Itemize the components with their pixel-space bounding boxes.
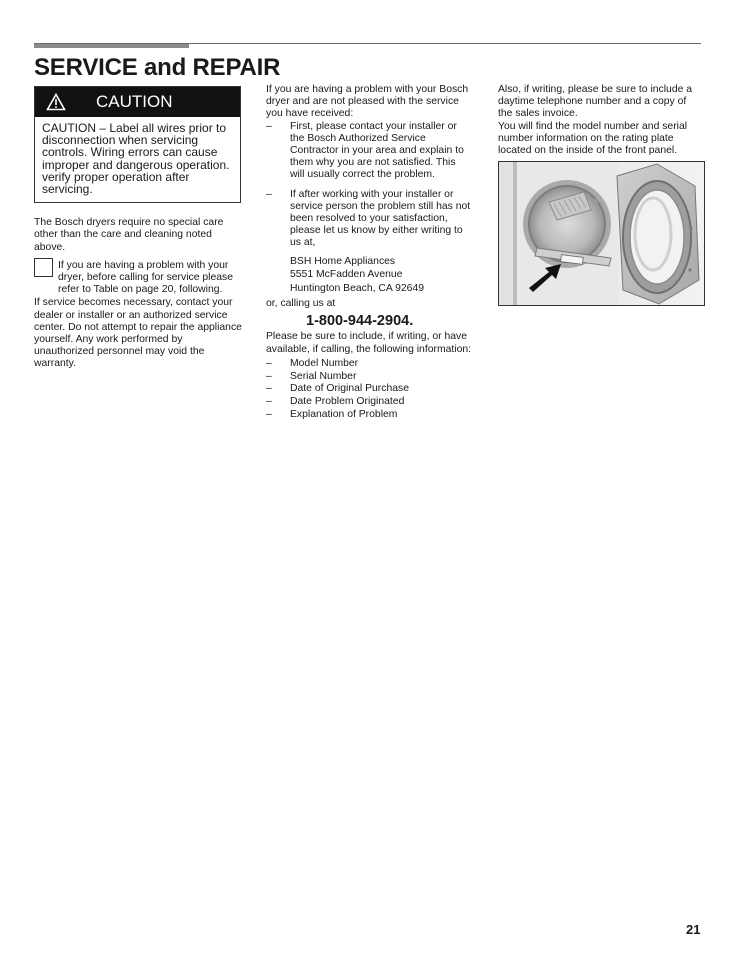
rating-plate-paragraph: You will find the model number and serial number information on the rating plate located on the inside of the front panel. xyxy=(498,120,688,157)
list-item xyxy=(266,189,472,250)
column-1 xyxy=(34,86,242,371)
info-item: Date Problem Originated xyxy=(290,396,405,408)
info-item: Model Number xyxy=(290,357,359,369)
dash-bullet: – xyxy=(266,408,272,420)
list-item xyxy=(266,396,472,409)
dash-bullet: – xyxy=(266,370,272,382)
address-line: Huntington Beach, CA 92649 xyxy=(290,282,425,294)
care-paragraph: The Bosch dryers require no special care other than the care and cleaning noted above. xyxy=(34,217,224,253)
page-number: 21 xyxy=(686,922,701,937)
step-1-text: First, please contact your installer or the Bosch Authorized Service Contractor in your area and explain to them why you are not satisfied. This will usually correct the problem. xyxy=(290,120,464,181)
info-item: Date of Original Purchase xyxy=(290,383,409,395)
list-item xyxy=(266,383,472,396)
caution-heading: CAUTION xyxy=(96,92,173,111)
caution-body xyxy=(35,117,240,202)
dash-bullet: – xyxy=(266,396,272,408)
problem-intro: If you are having a problem with your Bosch dryer and are not pleased with the service you have received: xyxy=(266,84,469,120)
info-item: Explanation of Problem xyxy=(290,408,398,420)
caution-box xyxy=(34,86,241,203)
service-paragraph: If service becomes necessary, contact your dealer or installer or an authorized service center. Do not attempt to repair the appliance yourself. Any work performed by unauthorized personnel may void the warranty. xyxy=(34,297,242,370)
warning-triangle-icon xyxy=(46,93,66,111)
dryer-door-open-image xyxy=(499,162,704,305)
header-accent-bar xyxy=(34,44,189,48)
include-info-text: Please be sure to include, if writing, or have available, if calling, the following information: xyxy=(266,331,472,355)
caution-text: – Label all wires prior to disconnection when servicing controls. Wiring errors can cause improper and dangerous operation. verify proper operation after servicing. xyxy=(42,121,230,197)
dash-bullet: – xyxy=(266,357,272,369)
list-item xyxy=(266,121,472,182)
note-text: If you are having a problem with your dryer, before calling for service please refer to Table on page 20, following. xyxy=(58,259,233,296)
writing-paragraph: Also, if writing, please be sure to include a daytime telephone number and a copy of the sales invoice. xyxy=(498,84,693,120)
note-icon xyxy=(34,258,53,277)
list-item xyxy=(266,371,472,384)
phone-number: 1-800-944-2904. xyxy=(306,313,414,330)
info-item: Serial Number xyxy=(290,370,357,382)
note xyxy=(34,260,242,297)
caution-lead: CAUTION xyxy=(42,121,96,135)
dash-bullet: – xyxy=(266,188,272,200)
caution-header xyxy=(35,87,240,117)
dash-bullet: – xyxy=(266,383,272,395)
column-3 xyxy=(498,84,703,306)
step-2-text: If after working with your installer or service person the problem still has not been resolved to your satisfaction, please let us know by either writing to us at, xyxy=(290,188,471,249)
list-item xyxy=(266,409,472,422)
or-calling-text: or, calling us at xyxy=(266,298,336,310)
page-title: SERVICE and REPAIR xyxy=(34,54,281,81)
address-line: 5551 McFadden Avenue xyxy=(290,269,403,281)
list-item xyxy=(266,358,472,371)
dash-bullet: – xyxy=(266,120,272,132)
column-2 xyxy=(266,84,472,422)
mailing-address xyxy=(266,255,472,296)
address-line: BSH Home Appliances xyxy=(290,255,396,267)
dryer-illustration xyxy=(498,161,705,306)
info-list xyxy=(266,358,472,422)
